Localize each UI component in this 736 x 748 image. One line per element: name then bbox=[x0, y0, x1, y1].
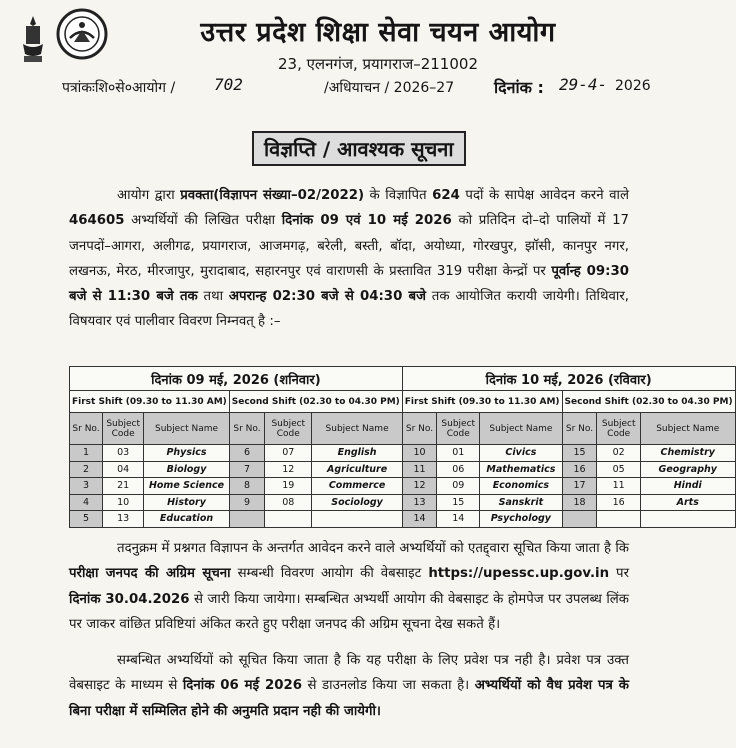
subject-name: Geography bbox=[640, 461, 735, 478]
paragraph-advance-info: तदनुक्रम में प्रश्नगत विज्ञापन के अन्तर्गत आवेदन करने वाले अभ्यर्थियों को एतद्द्वारा सूचित किया जाता है कि परीक्षा जनपद की अग्रिम सूचना सम्बन्धी विवरण आयोग की वेबसाइट https://upessc.up.gov.in पर दिनांक 30.04.2026 से जारी किया जायेगा। सम्बन्धित अभ्यर्थी आयोग की वेबसाइट के होमपेज पर उपलब्ध लिंक पर जाकर वांछित प्रविष्टियां अंकित करते हुए परीक्षा जनपद की अग्रिम सूचना देख सकते हैं। bbox=[69, 541, 630, 632]
serial-number: 16 bbox=[562, 461, 597, 478]
subject-name: Arts bbox=[640, 494, 735, 511]
subject-name: Education bbox=[144, 511, 229, 528]
subject-name: Agriculture bbox=[312, 461, 402, 478]
col-header-code: Subject Code bbox=[265, 413, 312, 445]
subject-name: Physics bbox=[144, 445, 229, 462]
subject-name: Sociology bbox=[312, 494, 402, 511]
subject-name: Biology bbox=[144, 461, 229, 478]
day1-shift2-label: Second Shift (02.30 to 04.30 PM) bbox=[229, 391, 402, 413]
col-header-name: Subject Name bbox=[640, 413, 735, 445]
col-header-code: Subject Code bbox=[597, 413, 641, 445]
reference-line bbox=[62, 75, 651, 98]
serial-number: 12 bbox=[402, 478, 436, 495]
table-row bbox=[70, 478, 736, 495]
day2-shift2-label: Second Shift (02.30 to 04.30 PM) bbox=[562, 391, 735, 413]
serial-number: 18 bbox=[562, 494, 597, 511]
subject-code: 16 bbox=[597, 494, 641, 511]
col-header-code: Subject Code bbox=[103, 413, 144, 445]
reference-section: /अधियाचन / 2026–27 bbox=[324, 80, 455, 96]
subject-code: 04 bbox=[103, 461, 144, 478]
paragraph-admit-card: सम्बन्धित अभ्यर्थियों को सूचित किया जाता है कि यह परीक्षा के लिए प्रवेश पत्र नही है। प्रवेश पत्र उक्त वेबसाइट के माध्यम से दिनांक 06 मई 2026 से डाउनलोड किया जा सकता है। अभ्यर्थियों को वैध प्रवेश पत्र के बिना परीक्षा में सम्मिलित होने की अनुमति प्रदान नही की जायेगी। bbox=[69, 653, 629, 719]
subject-name: History bbox=[144, 494, 229, 511]
subject-code: 19 bbox=[265, 478, 312, 495]
col-header-name: Subject Name bbox=[312, 413, 402, 445]
reference-number: 702 bbox=[214, 75, 243, 94]
subject-name: Commerce bbox=[312, 478, 402, 495]
subject-name: Mathematics bbox=[480, 461, 562, 478]
subject-code: 09 bbox=[437, 478, 480, 495]
serial-number: 14 bbox=[402, 511, 436, 528]
subject-code: 11 bbox=[597, 478, 641, 495]
serial-number: 5 bbox=[70, 511, 103, 528]
subject-code: 05 bbox=[597, 461, 641, 478]
subject-code: 03 bbox=[103, 445, 144, 462]
serial-number: 6 bbox=[229, 445, 264, 462]
col-header-sr: Sr No. bbox=[402, 413, 436, 445]
website-link[interactable]: https://upessc.up.gov.in bbox=[428, 566, 610, 582]
serial-number: 7 bbox=[229, 461, 264, 478]
serial-number: 13 bbox=[402, 494, 436, 511]
table-row bbox=[70, 461, 736, 478]
subject-code: 10 bbox=[103, 494, 144, 511]
date-handwritten: 29-4- bbox=[559, 75, 608, 94]
subject-code: 14 bbox=[437, 511, 480, 528]
organization-title: उत्तर प्रदेश शिक्षा सेवा चयन आयोग bbox=[200, 17, 556, 48]
table-row bbox=[70, 511, 736, 528]
serial-number: 2 bbox=[70, 461, 103, 478]
subject-code: 01 bbox=[437, 445, 480, 462]
col-header-sr: Sr No. bbox=[70, 413, 103, 445]
subject-name: Psychology bbox=[480, 511, 562, 528]
subject-code: 12 bbox=[265, 461, 312, 478]
serial-number: 1 bbox=[70, 445, 103, 462]
subject-code bbox=[265, 511, 312, 528]
day2-title: दिनांक 10 मई, 2026 (रविवार) bbox=[402, 367, 735, 391]
subject-name: Sanskrit bbox=[480, 494, 562, 511]
subject-code: 06 bbox=[437, 461, 480, 478]
date-label: दिनांक : bbox=[494, 78, 544, 97]
paragraph-exam-details: आयोग द्वारा प्रवक्ता(विज्ञापन संख्या–02/2022) के विज्ञापित 624 पदों के सापेक्ष आवेदन करने वाले 464605 अभ्यर्थियों की लिखित परीक्षा दिनांक 09 एवं 10 मई 2026 को प्रतिदिन दो–दो पालियों में 17 जनपदों–आगरा, अलीगढ, प्रयागराज, आजमगढ़, बरेली, बस्ती, बॉदा, अयोध्या, गोरखपुर, झॉसी, कानपुर नगर, लखनऊ, मेरठ, मीरजापुर, मुरादाबाद, सहारनपुर एवं वाराणसी के प्रस्तावित 319 परीक्षा केन्द्रों पर पूर्वान्ह 09:30 बजे से 11:30 बजे तक तथा अपरान्ह 02:30 बजे से 04:30 बजे तक आयोजित करायी जायेगी। तिथिवार, विषयवार एवं पालीवार विवरण निम्नवत् है :– bbox=[69, 188, 629, 330]
date-year: 2026 bbox=[615, 78, 651, 94]
serial-number: 15 bbox=[562, 445, 597, 462]
table-row bbox=[70, 445, 736, 462]
subject-code: 08 bbox=[265, 494, 312, 511]
subject-code bbox=[597, 511, 641, 528]
subject-name: Chemistry bbox=[640, 445, 735, 462]
col-header-sr: Sr No. bbox=[229, 413, 264, 445]
serial-number: 8 bbox=[229, 478, 264, 495]
subject-code: 02 bbox=[597, 445, 641, 462]
subject-name: Economics bbox=[480, 478, 562, 495]
subject-code: 15 bbox=[437, 494, 480, 511]
table-row bbox=[70, 494, 736, 511]
serial-number: 3 bbox=[70, 478, 103, 495]
subject-code: 07 bbox=[265, 445, 312, 462]
subject-name: Civics bbox=[480, 445, 562, 462]
col-header-name: Subject Name bbox=[480, 413, 562, 445]
subject-code: 21 bbox=[103, 478, 144, 495]
day1-shift1-label: First Shift (09.30 to 11.30 AM) bbox=[70, 391, 230, 413]
serial-number: 17 bbox=[562, 478, 597, 495]
serial-number: 4 bbox=[70, 494, 103, 511]
serial-number bbox=[562, 511, 597, 528]
subject-name: Home Science bbox=[144, 478, 229, 495]
subject-name bbox=[312, 511, 402, 528]
col-header-name: Subject Name bbox=[144, 413, 229, 445]
serial-number: 9 bbox=[229, 494, 264, 511]
day1-title: दिनांक 09 मई, 2026 (शनिवार) bbox=[70, 367, 403, 391]
serial-number: 10 bbox=[402, 445, 436, 462]
exam-schedule-table bbox=[69, 366, 736, 528]
subject-name: Hindi bbox=[640, 478, 735, 495]
subject-name: English bbox=[312, 445, 402, 462]
notice-title: विज्ञप्ति / आवश्यक सूचना bbox=[252, 131, 466, 166]
subject-name bbox=[640, 511, 735, 528]
col-header-sr: Sr No. bbox=[562, 413, 597, 445]
serial-number bbox=[229, 511, 264, 528]
reference-label: पत्रांकःशि०से०आयोग / bbox=[62, 80, 176, 96]
commission-logo-icon bbox=[56, 8, 108, 60]
col-header-code: Subject Code bbox=[437, 413, 480, 445]
subject-code: 13 bbox=[103, 511, 144, 528]
serial-number: 11 bbox=[402, 461, 436, 478]
state-emblem-icon bbox=[18, 14, 48, 64]
day2-shift1-label: First Shift (09.30 to 11.30 AM) bbox=[402, 391, 562, 413]
organization-address: 23, एलनगंज, प्रयागराज–211002 bbox=[277, 55, 478, 73]
